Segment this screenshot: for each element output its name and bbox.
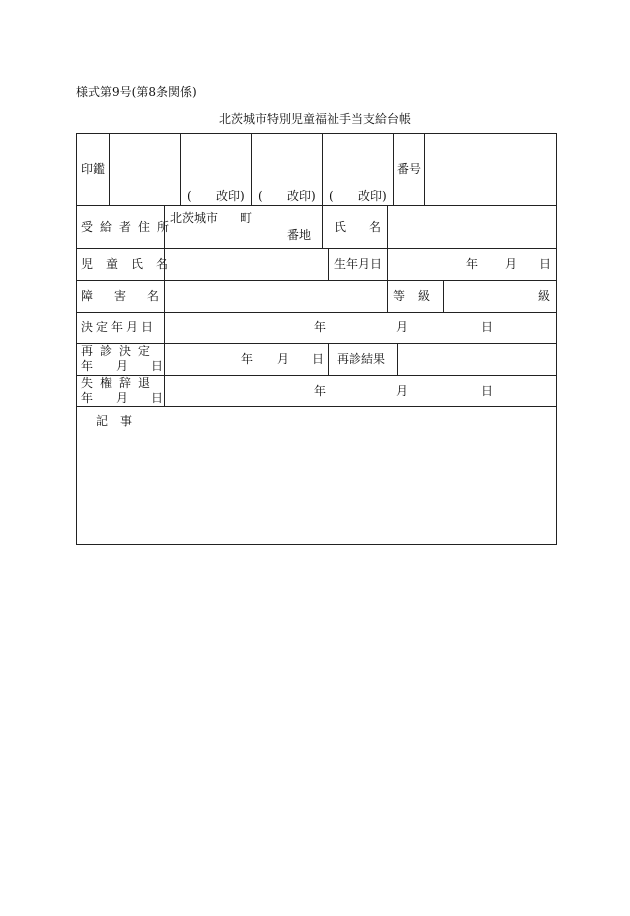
col-divider: [109, 133, 110, 205]
table-border-right: [556, 133, 557, 545]
revision-paren-2: (: [258, 189, 263, 203]
address-label: 受給者住所: [81, 220, 177, 234]
decision-year: 年: [314, 320, 327, 334]
dob-month: 月: [505, 257, 518, 271]
col-divider: [387, 248, 388, 280]
disability-label: 障害名: [81, 289, 181, 303]
col-divider: [322, 133, 323, 205]
col-divider: [397, 343, 398, 375]
col-divider: [322, 205, 323, 248]
table-border-bottom: [76, 544, 557, 545]
decision-day: 日: [481, 320, 494, 334]
dob-label: 生年月日: [334, 257, 383, 271]
reexam-label-line1: 再診決定: [81, 344, 158, 358]
label-col-divider: [164, 205, 165, 406]
loss-day: 日: [481, 384, 494, 398]
page-title: 北茨城市特別児童福祉手当支給台帳: [218, 112, 411, 126]
col-divider: [251, 133, 252, 205]
table-border-left: [76, 133, 77, 545]
form-number: 様式第9号(第8条関係): [76, 85, 197, 99]
row-divider: [76, 205, 557, 206]
col-divider: [328, 343, 329, 375]
recipient-name-label: 氏名: [334, 220, 405, 234]
reexam-label-line2: 年月日: [81, 359, 187, 373]
table-border-top: [76, 133, 557, 134]
loss-year: 年: [314, 384, 327, 398]
grade-label: 等級: [393, 289, 444, 303]
row-divider: [76, 312, 557, 313]
row-divider: [76, 248, 557, 249]
address-town: 町: [240, 211, 253, 225]
col-divider: [443, 280, 444, 312]
dob-year: 年: [466, 257, 479, 271]
reexam-result-label: 再診結果: [337, 352, 386, 366]
revision-text-3: 改印): [358, 189, 387, 203]
loss-month: 月: [396, 384, 409, 398]
notes-label: 記事: [96, 414, 145, 428]
col-divider: [424, 133, 425, 205]
address-city: 北茨城市: [170, 211, 219, 225]
grade-unit: 級: [538, 289, 551, 303]
col-divider: [387, 280, 388, 312]
revision-paren-3: (: [329, 189, 334, 203]
decision-month: 月: [396, 320, 409, 334]
revision-paren-1: (: [187, 189, 192, 203]
revision-text-2: 改印): [287, 189, 316, 203]
decision-label: 決定年月日: [81, 320, 157, 334]
col-divider: [328, 248, 329, 280]
revision-text-1: 改印): [216, 189, 245, 203]
loss-label-line2: 年月日: [81, 391, 187, 405]
dob-day: 日: [539, 257, 552, 271]
col-divider: [393, 133, 394, 205]
reexam-day: 日: [312, 352, 325, 366]
col-divider: [180, 133, 181, 205]
row-divider: [76, 406, 557, 407]
child-name-label: 児童氏名: [81, 257, 182, 271]
reexam-month: 月: [277, 352, 290, 366]
number-label: 番号: [397, 162, 422, 176]
ledger-table: [76, 133, 557, 545]
seal-label: 印鑑: [81, 162, 106, 176]
reexam-year: 年: [241, 352, 254, 366]
address-banchi: 番地: [287, 228, 312, 242]
row-divider: [76, 280, 557, 281]
loss-label-line1: 失権辞退: [81, 376, 158, 390]
